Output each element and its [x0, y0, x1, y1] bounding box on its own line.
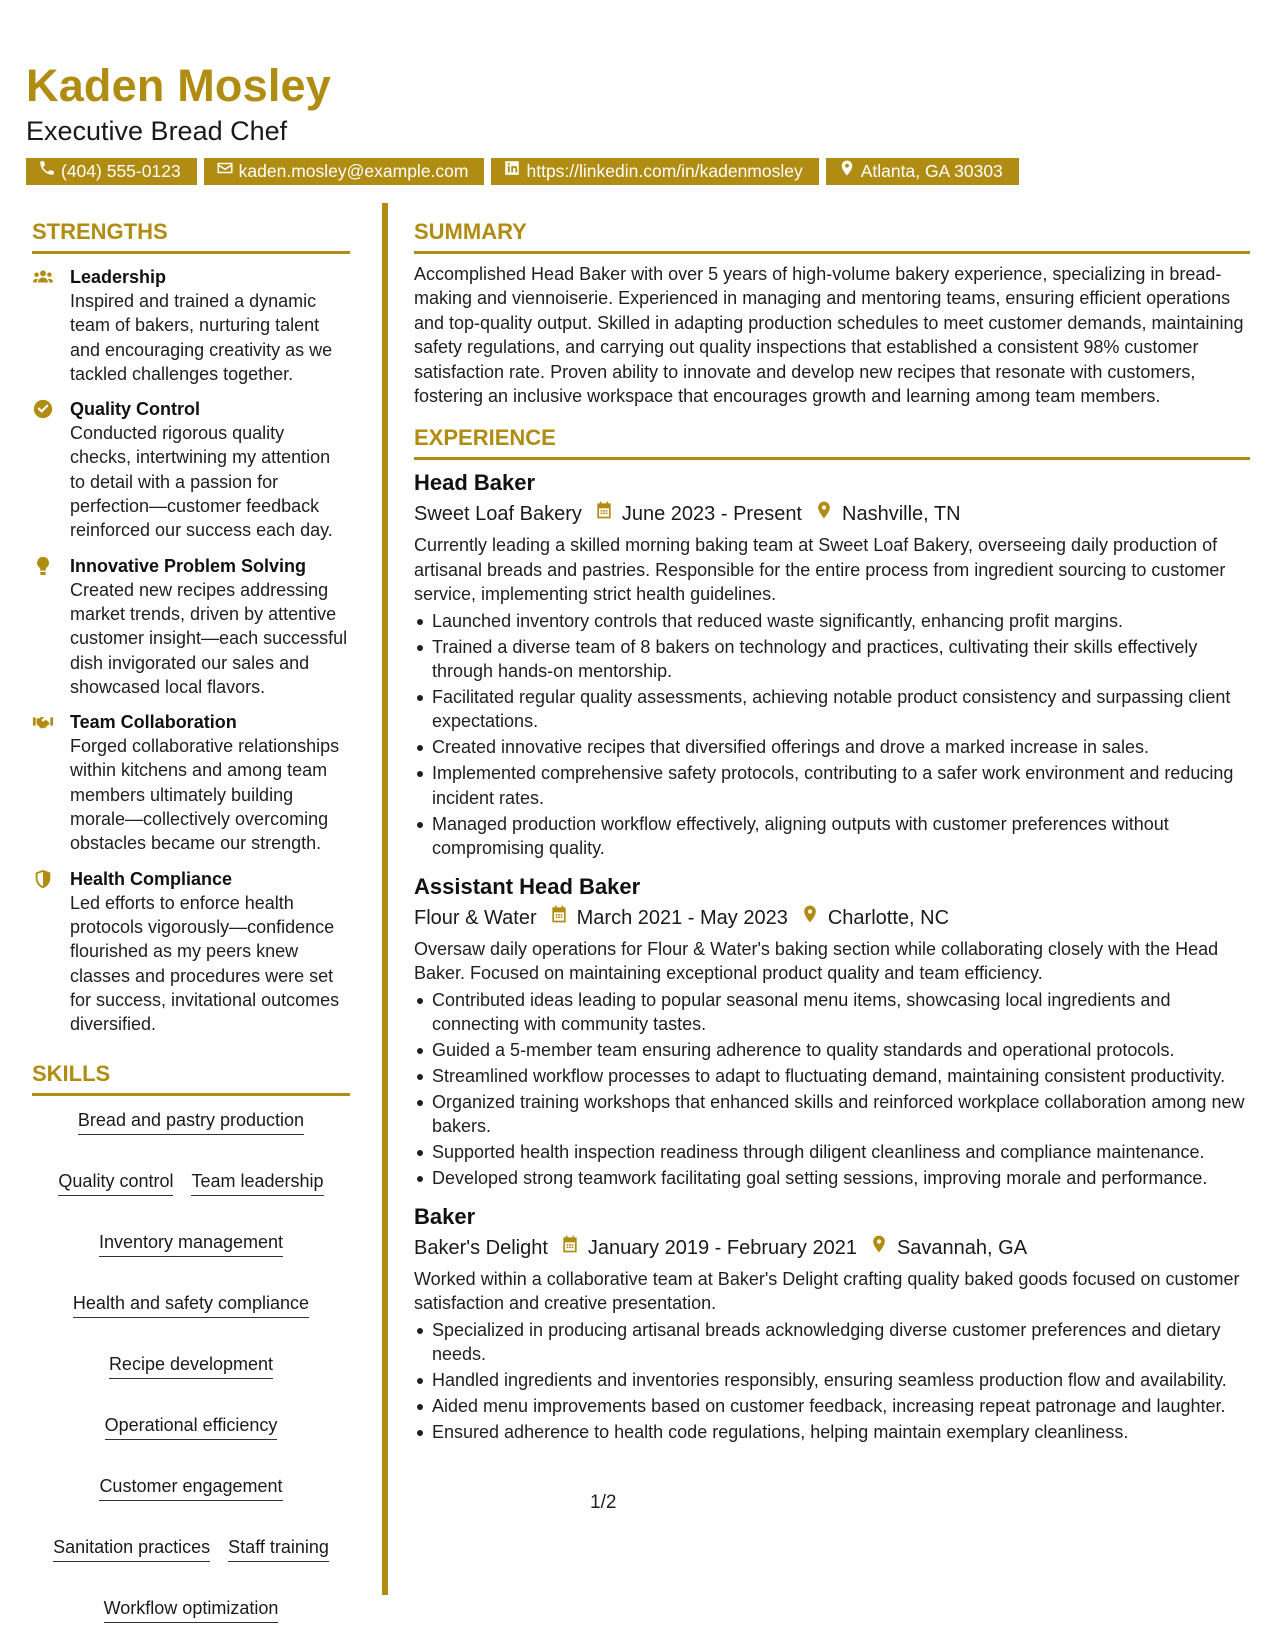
job-entry [414, 469, 1250, 860]
list-item: Contributed ideas leading to popular seasonal menu items, showcasing local ingredients and connecting with community tastes. [414, 988, 1250, 1037]
job-location: Nashville, TN [842, 503, 961, 526]
list-item: Streamlined workflow processes to adapt to fluctuating demand, maintaining consistent productivity. [414, 1064, 1250, 1088]
strength-description: Forged collaborative relationships within kitchens and among team members ultimately building morale—collectively overcoming obstacles became our strength. [70, 736, 340, 854]
phone-icon [38, 158, 56, 185]
job-description: Worked within a collaborative team at Baker's Delight crafting quality baked goods focused on customer satisfaction and creative presentation. [414, 1268, 1240, 1314]
job-bullets [414, 988, 1250, 1191]
contact-bar [26, 158, 1256, 185]
page-number: 1/2 [590, 1492, 617, 1513]
right-column [414, 218, 1250, 1444]
job-entry-title: Baker [414, 1203, 476, 1229]
strength-item [32, 554, 350, 699]
email-chip[interactable] [204, 158, 485, 185]
company-name: Baker's Delight [414, 1236, 548, 1259]
list-item: Guided a 5-member team ensuring adherence to quality standards and operational protocols. [414, 1038, 1250, 1062]
linkedin-text: https://linkedin.com/in/kadenmosley [526, 161, 803, 181]
strength-description: Created new recipes addressing market trends, driven by attentive customer insight—each successful dish invigorated our sales and showcased local flavors. [70, 579, 348, 697]
list-item: Specialized in producing artisanal breads acknowledging diverse customer preferences and dietary needs. [414, 1318, 1250, 1367]
job-entry [414, 1203, 1250, 1445]
linkedin-icon [503, 158, 521, 185]
skill-tag: Recipe development [109, 1352, 273, 1379]
calendar-icon [537, 903, 577, 933]
map-pin-icon [838, 158, 856, 185]
skill-tag: Operational efficiency [105, 1413, 278, 1440]
list-item: Handled ingredients and inventories responsibly, ensuring seamless production flow and availability. [414, 1368, 1250, 1392]
job-description: Currently leading a skilled morning baking team at Sweet Loaf Bakery, overseeing daily production of artisanal breads and pastries. Responsible for the entire process from ingredient sourcing to customer service, implementing strict health guidelines. [414, 535, 1226, 605]
skills-list [32, 1108, 350, 1623]
job-meta [414, 903, 1250, 933]
summary-heading: SUMMARY [414, 218, 1250, 254]
skill-tag: Staff training [228, 1535, 329, 1562]
strength-item [32, 867, 350, 1037]
phone-text: (404) 555-0123 [61, 161, 181, 181]
location-chip[interactable] [826, 158, 1019, 185]
strength-title: Quality Control [70, 399, 200, 420]
job-location: Charlotte, NC [827, 906, 950, 929]
linkedin-chip[interactable] [491, 158, 818, 185]
strength-item [32, 397, 350, 542]
strengths-heading: STRENGTHS [32, 218, 350, 254]
users-icon [32, 266, 54, 288]
left-column [32, 218, 350, 1623]
list-item: Implemented comprehensive safety protocols, contributing to a safer work environment and reducing incident rates. [414, 761, 1250, 810]
list-item: Organized training workshops that enhanced skills and reinforced workplace collaboration among new bakers. [414, 1090, 1250, 1139]
job-entry-title: Assistant Head Baker [414, 873, 641, 899]
skill-tag: Bread and pastry production [78, 1108, 304, 1135]
resume-header [26, 60, 1256, 185]
calendar-icon [548, 1233, 588, 1263]
list-item: Aided menu improvements based on customer feedback, increasing repeat patronage and laughter. [414, 1394, 1250, 1418]
location-text: Atlanta, GA 30303 [860, 161, 1003, 181]
job-entry-title: Head Baker [414, 470, 536, 496]
skills-heading: SKILLS [32, 1060, 350, 1096]
lightbulb-icon [32, 555, 54, 577]
phone-chip[interactable] [26, 158, 197, 185]
summary-text: Accomplished Head Baker with over 5 years of high-volume bakery experience, specializing in bread-making and viennoiserie. Experienced in managing and mentoring teams, ensuring efficient operations and top-quality output. Skilled in adapting production schedules to meet customer demands, maintaining safety regulations, and carrying out quality inspections that established a consistent 98% customer satisfaction rate. Proven ability to innovate and develop new recipes that resonate with customers, fostering an inclusive workspace that encourages growth and learning among team members. [414, 264, 1244, 407]
list-item: Managed production workflow effectively, aligning outputs with customer preferences without compromising quality. [414, 812, 1250, 861]
list-item: Supported health inspection readiness through diligent cleanliness and compliance maintenance. [414, 1140, 1250, 1164]
skill-tag: Inventory management [99, 1230, 283, 1257]
job-meta [414, 499, 1250, 529]
strength-title: Leadership [70, 267, 167, 287]
job-description: Oversaw daily operations for Flour & Water's baking section while collaborating closely with the Head Baker. Focused on maintaining exceptional product quality and team efficiency. [414, 938, 1219, 984]
list-item: Developed strong teamwork facilitating goal setting sessions, improving morale and performance. [414, 1166, 1250, 1190]
job-title: Executive Bread Chef [26, 116, 288, 146]
list-item: Created innovative recipes that diversified offerings and drove a marked increase in sales. [414, 735, 1250, 759]
shield-icon [32, 868, 54, 890]
strength-title: Team Collaboration [70, 712, 237, 733]
job-location: Savannah, GA [896, 1236, 1028, 1259]
handshake-icon [32, 711, 54, 733]
calendar-icon [582, 499, 622, 529]
check-circle-icon [32, 398, 54, 420]
skill-tag: Quality control [58, 1169, 173, 1196]
company-name: Flour & Water [414, 906, 537, 929]
strength-item [32, 710, 350, 855]
list-item: Ensured adherence to health code regulations, helping maintain exemplary cleanliness. [414, 1420, 1250, 1444]
skill-tag: Workflow optimization [104, 1596, 279, 1623]
list-item: Launched inventory controls that reduced waste significantly, enhancing profit margins. [414, 609, 1250, 633]
job-dates: June 2023 - Present [621, 503, 802, 526]
skill-tag: Sanitation practices [53, 1535, 210, 1562]
job-meta [414, 1233, 1250, 1263]
envelope-icon [216, 158, 234, 185]
strength-item [32, 265, 350, 386]
strength-description: Conducted rigorous quality checks, intertwining my attention to detail with a passion for perfection—customer feedback reinforced our success each day. [70, 423, 333, 541]
job-entry [414, 873, 1250, 1191]
map-pin-icon [788, 903, 828, 933]
column-divider [382, 203, 388, 1595]
skill-tag: Health and safety compliance [73, 1291, 309, 1318]
company-name: Sweet Loaf Bakery [414, 503, 582, 526]
strength-description: Inspired and trained a dynamic team of bakers, nurturing talent and encouraging creativity as we tackled challenges together. [70, 291, 333, 384]
job-dates: January 2019 - February 2021 [587, 1236, 857, 1259]
strength-description: Led efforts to enforce health protocols vigorously—confidence flourished as my peers knew classes and procedures were set for success, invitational outcomes diversified. [70, 892, 340, 1035]
skill-tag: Team leadership [191, 1169, 323, 1196]
job-dates: March 2021 - May 2023 [576, 906, 788, 929]
email-text: kaden.mosley@example.com [238, 161, 469, 181]
map-pin-icon [857, 1233, 897, 1263]
strength-title: Health Compliance [70, 868, 233, 889]
list-item: Facilitated regular quality assessments, achieving notable product consistency and surpassing client expectations. [414, 685, 1250, 734]
job-bullets [414, 609, 1250, 861]
strength-title: Innovative Problem Solving [70, 555, 307, 576]
job-bullets [414, 1318, 1250, 1445]
experience-heading: EXPERIENCE [414, 424, 1250, 460]
skill-tag: Customer engagement [99, 1474, 282, 1501]
list-item: Trained a diverse team of 8 bakers on technology and practices, cultivating their skills effectively through hands-on mentorship. [414, 635, 1250, 684]
map-pin-icon [802, 499, 842, 529]
candidate-name: Kaden Mosley [26, 60, 331, 111]
